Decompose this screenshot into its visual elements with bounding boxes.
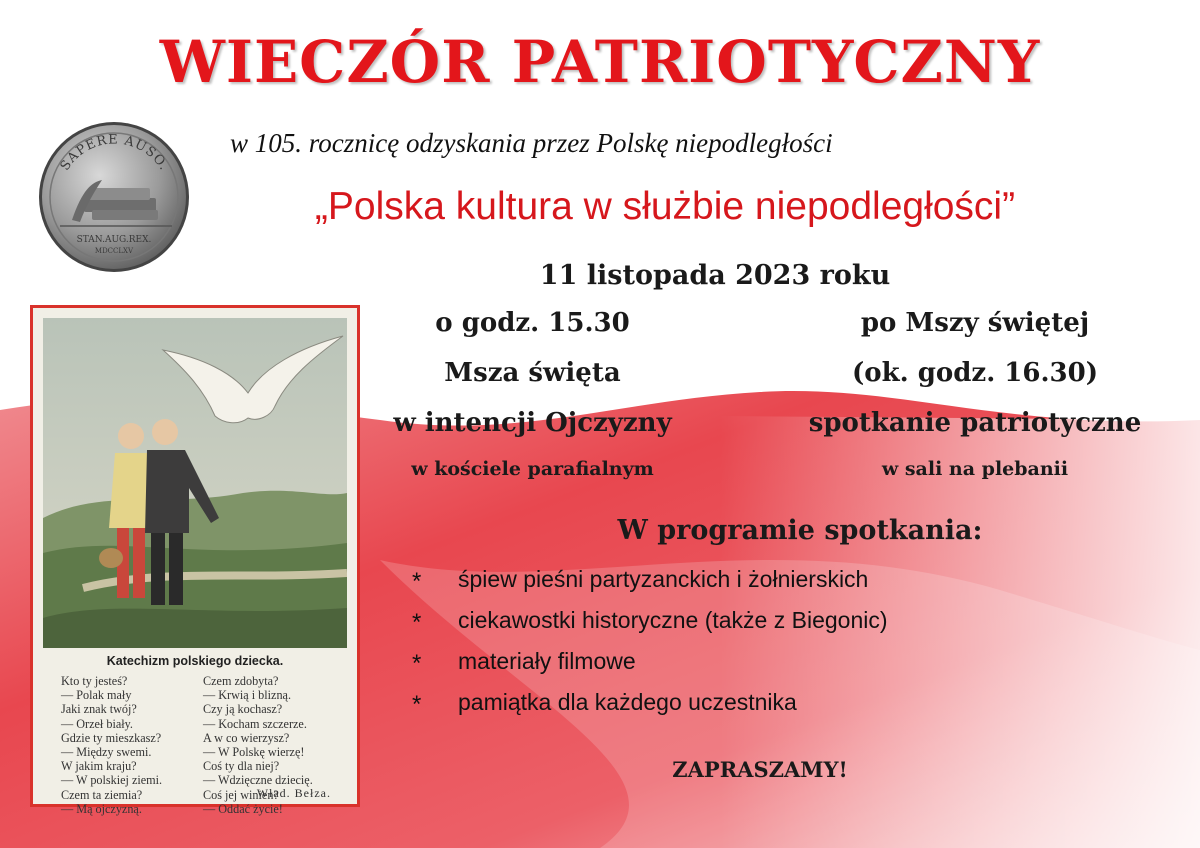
meeting-location: w sali na plebanii (881, 458, 1069, 480)
mass-info (360, 308, 705, 498)
mass-time: o godz. 15.30 (435, 308, 630, 338)
bullet-asterisk: * (412, 691, 422, 718)
poster-subtitle: w 105. rocznicę odzyskania przez Polskę niepodległości (230, 128, 833, 158)
program-item: * pamiątka dla każdego uczestnika (412, 689, 797, 718)
mass-location: w kościele parafialnym (411, 458, 654, 480)
invitation-text: ZAPRASZAMY! (672, 757, 848, 782)
picture-caption: Katechizm polskiego dziecka. (106, 654, 284, 668)
meeting-label: spotkanie patriotyczne (808, 408, 1142, 438)
medal-motto: SAPERE AUSO. (57, 132, 172, 174)
event-date: 11 listopada 2023 roku (539, 260, 891, 291)
program-list (412, 566, 1112, 730)
mass-intention: w intencji Ojczyzny (393, 408, 672, 438)
poster-quote: „Polska kultura w służbie niepodległości” (314, 185, 1016, 228)
medal-year: MDCCLXV (94, 247, 134, 255)
program-item: * materiały filmowe (412, 648, 636, 677)
catechism-picture (30, 305, 360, 816)
medal-image (32, 120, 197, 275)
mass-label: Msza święta (444, 358, 621, 388)
bullet-asterisk: * (412, 568, 422, 595)
poem-author: Wład. Bełza. (256, 786, 331, 800)
meeting-info (780, 308, 1170, 498)
poem-right-column: Czem zdobyta? — Krwią i blizną. Czy ją kochasz? — Kocham szczerze. A w co wierzysz? — W Polskę wierzę! Coś ty dla niej? — Wdzięczne dziecię. Coś jej winien? — Oddać życie! (203, 674, 313, 816)
boys-eagle-illustration (43, 318, 347, 648)
medal-inscription: STAN.AUG.REX. (76, 235, 152, 245)
program-item: * ciekawostki historyczne (także z Biegonic) (412, 607, 888, 636)
poster-title: WIECZÓR PATRIOTYCZNY (159, 28, 1041, 96)
meeting-time: (ok. godz. 16.30) (851, 358, 1099, 388)
program-item: * śpiew pieśni partyzanckich i żołnierskich (412, 566, 869, 595)
meeting-after: po Mszy świętej (860, 308, 1090, 338)
poem-left-column: Kto ty jesteś? — Polak mały Jaki znak twój? — Orzeł biały. Gdzie ty mieszkasz? — Między swemi. W jakim kraju? — W polskiej ziemi. Czem ta ziemia? — Mą ojczyzną. (61, 674, 163, 816)
bullet-asterisk: * (412, 650, 422, 677)
program-title: W programie spotkania: (617, 515, 983, 546)
bullet-asterisk: * (412, 609, 422, 636)
